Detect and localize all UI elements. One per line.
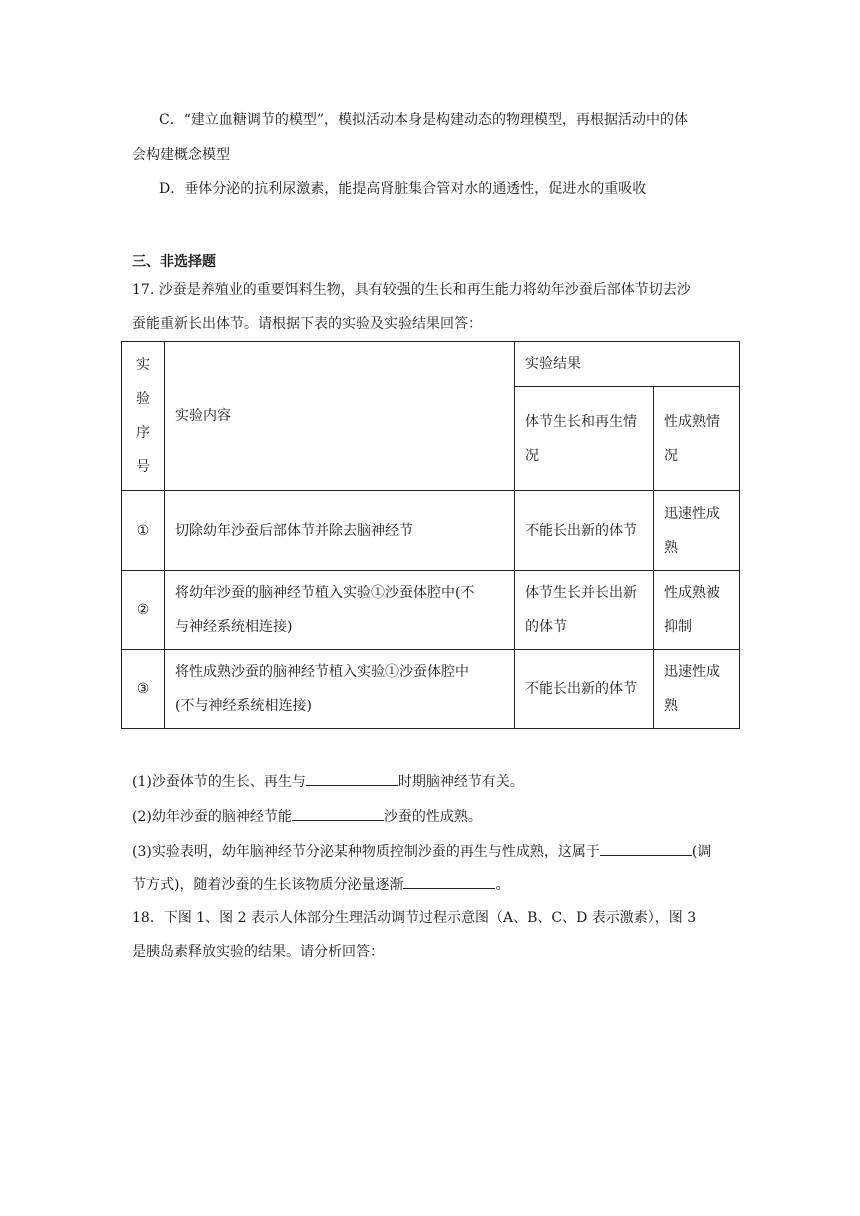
header-growth: 体节生长和再生情 况 [515,387,654,491]
q17-stem-line2: 蚕能重新长出体节。请根据下表的实验及实验结果回答： [132,316,482,332]
header-result: 实验结果 [515,342,740,387]
option-d: D．垂体分泌的抗利尿激素，能提高肾脏集合管对水的通透性，促进水的重吸收 [159,181,647,197]
q17-stem-line1: 17. 沙蚕是养殖业的重要饵料生物，具有较强的生长和再生能力将幼年沙蚕后部体节切去沙 [132,282,691,298]
q17-sub3-line2: 节方式)，随着沙蚕的生长该物质分泌量逐渐 。 [132,873,509,895]
row-maturity: 迅速性成 熟 [654,491,740,571]
answer-blank[interactable] [292,805,384,821]
header-content: 实验内容 [165,342,515,491]
header-seq: 实 验 序 号 [122,342,165,491]
answer-blank[interactable] [403,873,495,889]
answer-blank[interactable] [600,840,692,856]
experiment-table [121,341,740,729]
header-maturity: 性成熟情 况 [654,387,740,491]
row-content: 切除幼年沙蚕后部体节并除去脑神经节 [165,491,515,571]
q17-sub1: (1)沙蚕体节的生长、再生与 时期脑神经节有关。 [132,770,524,792]
option-c-line2: 会构建概念模型 [132,147,230,163]
q18-stem-line1: 18．下图 1、图 2 表示人体部分生理活动调节过程示意图（A、B、C、D 表示激素），图 3 [132,910,697,926]
row-growth: 不能长出新的体节 [515,491,654,571]
row-seq: ② [122,571,165,650]
row-maturity: 性成熟被 抑制 [654,571,740,650]
row-content: 将幼年沙蚕的脑神经节植入实验①沙蚕体腔中(不 与神经系统相连接) [165,571,515,650]
table-row [122,571,740,650]
row-growth: 体节生长并长出新 的体节 [515,571,654,650]
row-seq: ③ [122,650,165,729]
q18-stem-line2: 是胰岛素释放实验的结果。请分析回答： [132,944,384,960]
row-content: 将性成熟沙蚕的脑神经节植入实验①沙蚕体腔中 (不与神经系统相连接) [165,650,515,729]
row-growth: 不能长出新的体节 [515,650,654,729]
option-c-line1: C．“建立血糖调节的模型”，模拟活动本身是构建动态的物理模型，再根据活动中的体 [159,112,689,128]
table-row [122,491,740,571]
row-seq: ① [122,491,165,571]
table-row [122,650,740,729]
q17-sub3-line1: (3)实验表明，幼年脑神经节分泌某种物质控制沙蚕的再生与性成熟，这属于 (调 [132,840,711,862]
answer-blank[interactable] [306,770,398,786]
q17-sub2: (2)幼年沙蚕的脑神经节能 沙蚕的性成熟。 [132,805,482,827]
row-maturity: 迅速性成 熟 [654,650,740,729]
section-title: 三、非选择题 [132,254,216,270]
